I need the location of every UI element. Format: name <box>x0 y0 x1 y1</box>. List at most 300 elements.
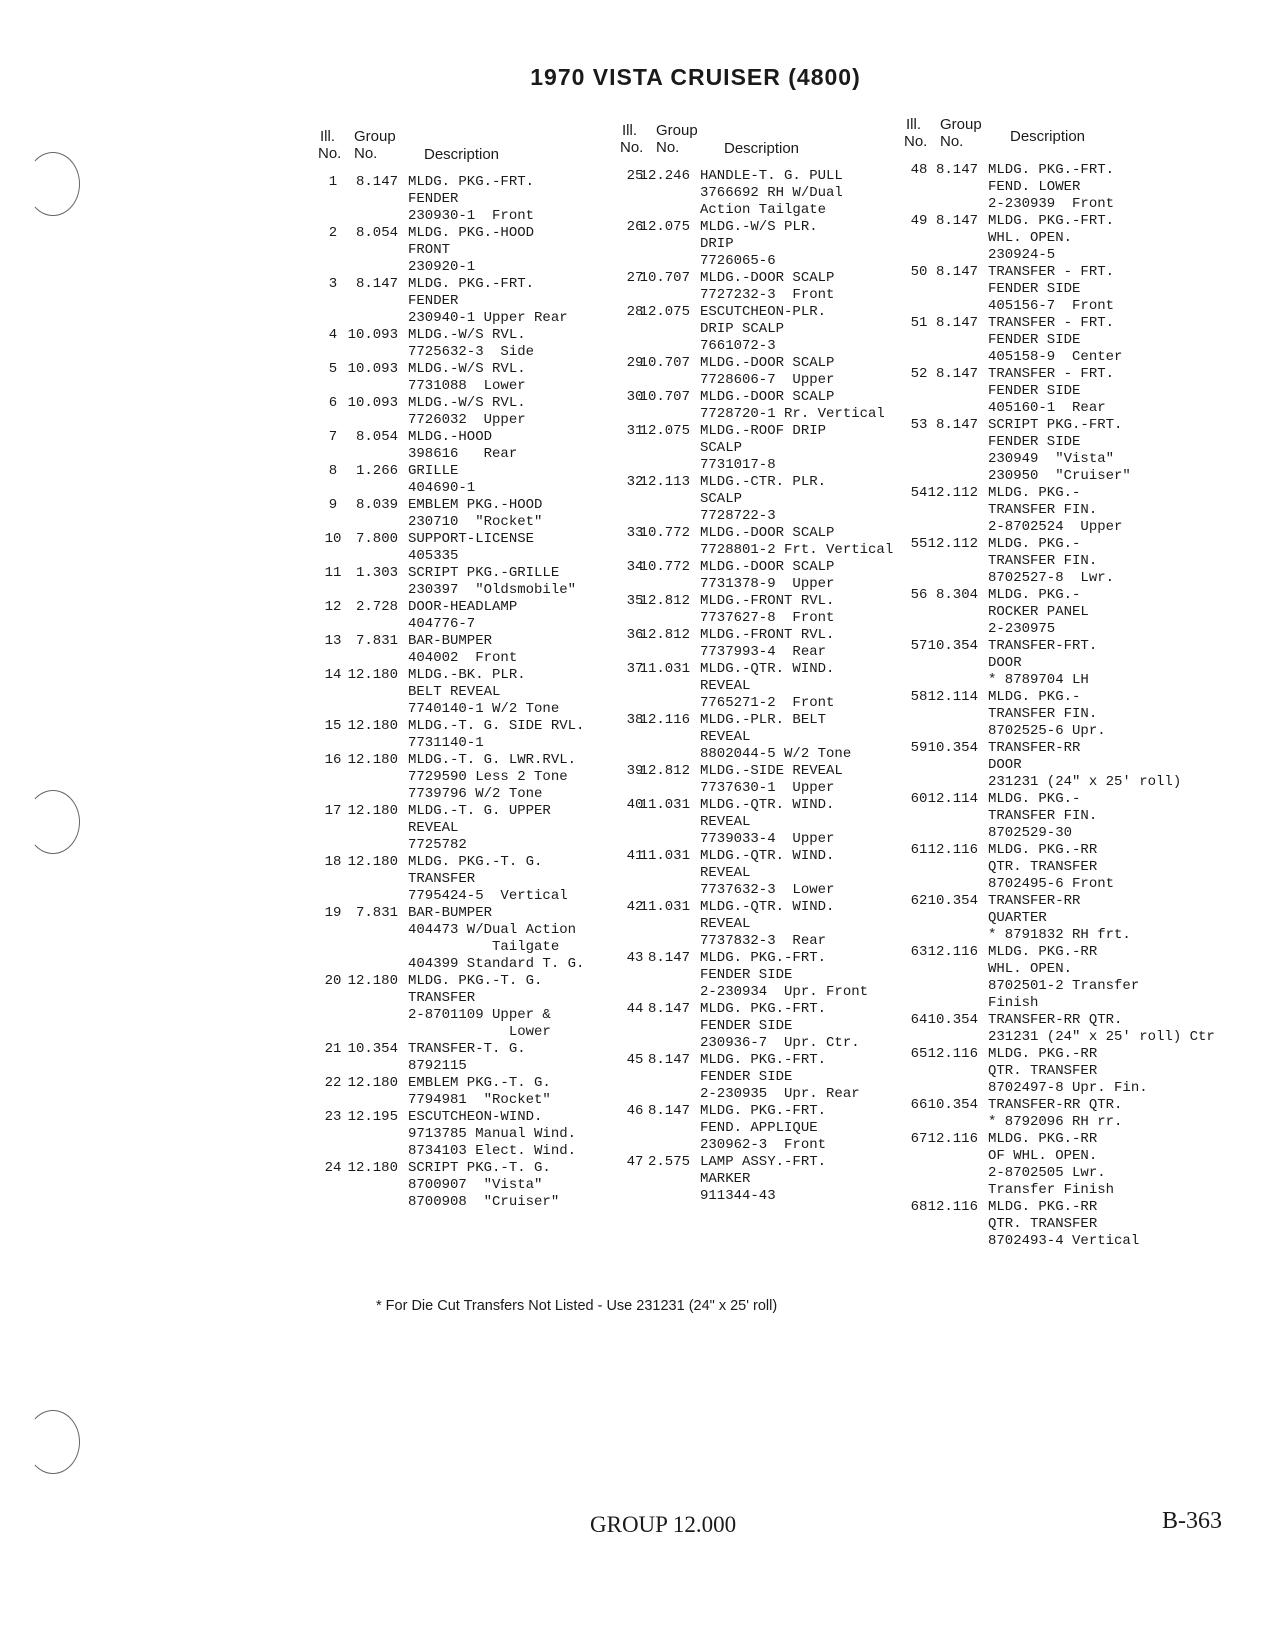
illustration-number: 27 <box>626 270 644 286</box>
page-title: 1970 VISTA CRUISER (4800) <box>530 64 861 90</box>
column-header <box>620 118 920 168</box>
part-description: MLDG.-T. G. UPPER REVEAL 7725782 <box>408 803 551 853</box>
part-description: MLDG. PKG.-RR QTR. TRANSFER 8702495-6 Front <box>988 842 1115 892</box>
illustration-number: 24 <box>324 1160 342 1176</box>
part-entry <box>318 599 618 633</box>
part-entry <box>318 1041 618 1075</box>
part-description: MLDG.-QTR. WIND. REVEAL 7739033-4 Upper <box>700 797 835 847</box>
group-number: 7.831 <box>355 905 398 921</box>
part-description: SCRIPT PKG.-FRT. FENDER SIDE 230949 "Vista" 230950 "Cruiser" <box>988 417 1131 484</box>
group-number: 8.147 <box>647 1001 690 1017</box>
group-number: 8.147 <box>935 417 978 433</box>
group-number: 12.116 <box>927 1199 978 1215</box>
part-entry <box>620 848 920 899</box>
illustration-number: 4 <box>328 327 338 343</box>
parts-column-3 <box>904 112 1234 1250</box>
part-entry <box>620 950 920 1001</box>
illustration-number: 56 <box>910 587 928 603</box>
illustration-number: 44 <box>626 1001 644 1017</box>
part-description: MLDG.-QTR. WIND. REVEAL 7737832-3 Rear <box>700 899 835 949</box>
part-description: MLDG.-PLR. BELT REVEAL 8802044-5 W/2 Tone <box>700 712 852 762</box>
part-description: MLDG.-DOOR SCALP 7728606-7 Upper <box>700 355 835 388</box>
group-number: 12.180 <box>347 854 398 870</box>
header-ill: Ill. <box>906 116 921 133</box>
header-ill-no: No. <box>620 139 644 156</box>
part-description: MLDG. PKG.-FRT. FENDER SIDE 230936-7 Upr. Ctr. <box>700 1001 860 1051</box>
part-description: MLDG. PKG.-RR OF WHL. OPEN. 2-8702505 Lwr. Transfer Finish <box>988 1131 1115 1198</box>
group-number: 1.266 <box>355 463 398 479</box>
part-entry <box>904 1012 1234 1046</box>
part-description: MLDG.-W/S RVL. 7725632-3 Side <box>408 327 535 360</box>
header-ill-no: No. <box>318 145 342 162</box>
part-description: MLDG.-FRONT RVL. 7737627-8 Front <box>700 593 835 626</box>
part-description: MLDG. PKG.-RR QTR. TRANSFER 8702497-8 Upr. Fin. <box>988 1046 1148 1096</box>
header-group: Group <box>940 116 982 133</box>
part-entry <box>620 474 920 525</box>
illustration-number: 52 <box>910 366 928 382</box>
group-number: 11.031 <box>639 797 690 813</box>
group-number: 10.093 <box>347 327 398 343</box>
group-number: 10.707 <box>639 389 690 405</box>
part-description: MLDG. PKG.-RR WHL. OPEN. 8702501-2 Transfer Finish <box>988 944 1140 1011</box>
part-description: MLDG. PKG.-FRT. FENDER SIDE 2-230934 Upr. Front <box>700 950 869 1000</box>
header-group-no: No. <box>940 133 964 150</box>
part-description: MLDG. PKG.-HOOD FRONT 230920-1 <box>408 225 535 275</box>
group-number: 8.147 <box>935 162 978 178</box>
part-entry <box>904 536 1234 587</box>
group-number: 10.707 <box>639 355 690 371</box>
illustration-number: 67 <box>910 1131 928 1147</box>
part-entry <box>904 842 1234 893</box>
part-entry <box>904 315 1234 366</box>
part-entry <box>620 219 920 270</box>
header-group-no: No. <box>354 145 378 162</box>
footnote: * For Die Cut Transfers Not Listed - Use 231231 (24" x 25' roll) <box>376 1298 778 1314</box>
part-entry <box>904 213 1234 264</box>
illustration-number: 8 <box>328 463 338 479</box>
group-number: 8.039 <box>355 497 398 513</box>
part-entry <box>318 463 618 497</box>
parts-column-1 <box>318 124 618 1211</box>
part-entry <box>318 854 618 905</box>
group-number: 12.180 <box>347 803 398 819</box>
group-number: 12.195 <box>347 1109 398 1125</box>
illustration-number: 35 <box>626 593 644 609</box>
part-description: MLDG.-T. G. LWR.RVL. 7729590 Less 2 Tone 7739796 W/2 Tone <box>408 752 577 802</box>
part-entry <box>620 355 920 389</box>
illustration-number: 57 <box>910 638 928 654</box>
illustration-number: 1 <box>328 174 338 190</box>
group-number: 8.147 <box>935 213 978 229</box>
part-entry <box>318 718 618 752</box>
part-description: TRANSFER - FRT. FENDER SIDE 405160-1 Rear <box>988 366 1115 416</box>
illustration-number: 34 <box>626 559 644 575</box>
column-header <box>904 112 1234 162</box>
illustration-number: 48 <box>910 162 928 178</box>
page-number: B-363 <box>1162 1508 1222 1534</box>
part-entry <box>318 361 618 395</box>
header-group-no: No. <box>656 139 680 156</box>
group-number: 7.831 <box>355 633 398 649</box>
part-entry <box>904 944 1234 1012</box>
group-number: 12.180 <box>347 973 398 989</box>
illustration-number: 2 <box>328 225 338 241</box>
header-description: Description <box>1010 128 1086 145</box>
group-number: 8.147 <box>935 366 978 382</box>
part-entry <box>620 1052 920 1103</box>
part-description: MLDG.-FRONT RVL. 7737993-4 Rear <box>700 627 835 660</box>
part-entry <box>318 1075 618 1109</box>
part-entry <box>904 740 1234 791</box>
part-entry <box>620 389 920 423</box>
illustration-number: 3 <box>328 276 338 292</box>
illustration-number: 28 <box>626 304 644 320</box>
part-description: MLDG. PKG.- TRANSFER FIN. 8702529-30 <box>988 791 1098 841</box>
illustration-number: 30 <box>626 389 644 405</box>
group-number: 12.114 <box>927 689 978 705</box>
part-description: MLDG. PKG.-FRT. FEND. LOWER 2-230939 Front <box>988 162 1115 212</box>
illustration-number: 59 <box>910 740 928 756</box>
part-description: MLDG. PKG.-FRT. WHL. OPEN. 230924-5 <box>988 213 1115 263</box>
part-entry <box>318 531 618 565</box>
illustration-number: 64 <box>910 1012 928 1028</box>
group-number: 12.114 <box>927 791 978 807</box>
illustration-number: 61 <box>910 842 928 858</box>
part-entry <box>904 791 1234 842</box>
group-number: 8.054 <box>355 225 398 241</box>
header-description: Description <box>424 146 500 163</box>
illustration-number: 58 <box>910 689 928 705</box>
part-entry <box>904 1097 1234 1131</box>
illustration-number: 41 <box>626 848 644 864</box>
part-entry <box>620 1154 920 1205</box>
binder-hole-top <box>26 152 80 216</box>
illustration-number: 53 <box>910 417 928 433</box>
illustration-number: 40 <box>626 797 644 813</box>
part-description: TRANSFER-FRT. DOOR * 8789704 LH <box>988 638 1098 688</box>
part-description: MLDG.-DOOR SCALP 7727232-3 Front <box>700 270 835 303</box>
illustration-number: 20 <box>324 973 342 989</box>
illustration-number: 43 <box>626 950 644 966</box>
part-description: MLDG. PKG.- ROCKER PANEL 2-230975 <box>988 587 1089 637</box>
group-number: 11.031 <box>639 899 690 915</box>
part-entry <box>318 174 618 225</box>
illustration-number: 13 <box>324 633 342 649</box>
part-description: MLDG.-SIDE REVEAL 7737630-1 Upper <box>700 763 843 796</box>
illustration-number: 14 <box>324 667 342 683</box>
part-description: TRANSFER-RR QTR. * 8792096 RH rr. <box>988 1097 1123 1130</box>
part-description: MLDG.-HOOD 398616 Rear <box>408 429 518 462</box>
part-description: MLDG.-CTR. PLR. SCALP 7728722-3 <box>700 474 827 524</box>
group-number: 1.303 <box>355 565 398 581</box>
part-entry <box>620 423 920 474</box>
group-number: 10.354 <box>927 1012 978 1028</box>
group-number: 12.180 <box>347 1075 398 1091</box>
part-description: MLDG. PKG.-RR QTR. TRANSFER 8702493-4 Vertical <box>988 1199 1140 1249</box>
header-description: Description <box>724 140 800 157</box>
group-number: 10.707 <box>639 270 690 286</box>
illustration-number: 46 <box>626 1103 644 1119</box>
part-entry <box>318 565 618 599</box>
illustration-number: 12 <box>324 599 342 615</box>
part-description: TRANSFER - FRT. FENDER SIDE 405156-7 Front <box>988 264 1115 314</box>
group-number: 10.093 <box>347 395 398 411</box>
group-number: 12.075 <box>639 423 690 439</box>
group-number: 12.116 <box>927 842 978 858</box>
illustration-number: 15 <box>324 718 342 734</box>
part-description: MLDG.-W/S RVL. 7731088 Lower <box>408 361 526 394</box>
group-number: 12.112 <box>927 536 978 552</box>
part-entry <box>904 264 1234 315</box>
part-description: TRANSFER-T. G. 8792115 <box>408 1041 526 1074</box>
group-number: 12.112 <box>927 485 978 501</box>
group-number: 8.147 <box>355 276 398 292</box>
group-number: 10.772 <box>639 559 690 575</box>
part-entry <box>318 276 618 327</box>
part-entry <box>620 559 920 593</box>
group-number: 12.246 <box>639 168 690 184</box>
group-number: 2.575 <box>647 1154 690 1170</box>
header-ill: Ill. <box>622 122 637 139</box>
illustration-number: 7 <box>328 429 338 445</box>
part-entry <box>318 905 618 973</box>
part-description: MLDG.-W/S RVL. 7726032 Upper <box>408 395 526 428</box>
part-entry <box>318 429 618 463</box>
group-number: 12.812 <box>639 593 690 609</box>
part-description: SUPPORT-LICENSE 405335 <box>408 531 535 564</box>
illustration-number: 22 <box>324 1075 342 1091</box>
part-description: MLDG.-DOOR SCALP 7728720-1 Rr. Vertical <box>700 389 885 422</box>
illustration-number: 65 <box>910 1046 928 1062</box>
illustration-number: 55 <box>910 536 928 552</box>
group-number: 10.354 <box>347 1041 398 1057</box>
part-entry <box>620 304 920 355</box>
group-number: 8.147 <box>647 1052 690 1068</box>
part-description: MLDG. PKG.-FRT. FEND. APPLIQUE 230962-3 Front <box>700 1103 827 1153</box>
part-entry <box>904 1046 1234 1097</box>
group-number: 12.116 <box>927 1131 978 1147</box>
part-entry <box>318 803 618 854</box>
group-number: 2.728 <box>355 599 398 615</box>
group-number: 8.054 <box>355 429 398 445</box>
part-entry <box>904 417 1234 485</box>
part-entry <box>620 1001 920 1052</box>
part-description: TRANSFER - FRT. FENDER SIDE 405158-9 Center <box>988 315 1123 365</box>
part-entry <box>318 225 618 276</box>
illustration-number: 62 <box>910 893 928 909</box>
illustration-number: 5 <box>328 361 338 377</box>
illustration-number: 37 <box>626 661 644 677</box>
group-number: 12.075 <box>639 219 690 235</box>
illustration-number: 63 <box>910 944 928 960</box>
part-entry <box>620 525 920 559</box>
illustration-number: 66 <box>910 1097 928 1113</box>
illustration-number: 47 <box>626 1154 644 1170</box>
illustration-number: 26 <box>626 219 644 235</box>
part-entry <box>904 893 1234 944</box>
header-group: Group <box>354 128 396 145</box>
part-description: EMBLEM PKG.-T. G. 7794981 "Rocket" <box>408 1075 551 1108</box>
group-number: 12.812 <box>639 763 690 779</box>
part-entry <box>904 638 1234 689</box>
illustration-number: 42 <box>626 899 644 915</box>
part-entry <box>620 1103 920 1154</box>
part-description: BAR-BUMPER 404473 W/Dual Action Tailgate 404399 Standard T. G. <box>408 905 585 972</box>
part-description: ESCUTCHEON-WIND. 9713785 Manual Wind. 8734103 Elect. Wind. <box>408 1109 577 1159</box>
part-description: GRILLE 404690-1 <box>408 463 476 496</box>
group-label: GROUP 12.000 <box>590 1512 737 1537</box>
illustration-number: 50 <box>910 264 928 280</box>
part-description: TRANSFER-RR DOOR 231231 (24" x 25' roll) <box>988 740 1182 790</box>
part-description: MLDG. PKG.-FRT. FENDER 230940-1 Upper Rear <box>408 276 568 326</box>
part-entry <box>620 270 920 304</box>
group-number: 12.180 <box>347 718 398 734</box>
illustration-number: 32 <box>626 474 644 490</box>
part-description: MLDG.-BK. PLR. BELT REVEAL 7740140-1 W/2 Tone <box>408 667 560 717</box>
group-number: 8.304 <box>935 587 978 603</box>
illustration-number: 23 <box>324 1109 342 1125</box>
part-description: SCRIPT PKG.-T. G. 8700907 "Vista" 8700908 "Cruiser" <box>408 1160 560 1210</box>
group-number: 10.354 <box>927 1097 978 1113</box>
part-entry <box>318 752 618 803</box>
illustration-number: 6 <box>328 395 338 411</box>
part-description: MLDG. PKG.- TRANSFER FIN. 8702525-6 Upr. <box>988 689 1106 739</box>
group-number: 10.354 <box>927 893 978 909</box>
illustration-number: 17 <box>324 803 342 819</box>
illustration-number: 39 <box>626 763 644 779</box>
part-entry <box>904 1199 1234 1250</box>
illustration-number: 11 <box>324 565 342 581</box>
part-entry <box>620 168 920 219</box>
part-entry <box>318 973 618 1041</box>
part-entry <box>318 395 618 429</box>
illustration-number: 54 <box>910 485 928 501</box>
group-number: 8.147 <box>647 950 690 966</box>
part-entry <box>318 633 618 667</box>
group-number: 11.031 <box>639 661 690 677</box>
group-number: 12.075 <box>639 304 690 320</box>
group-number: 10.354 <box>927 740 978 756</box>
part-description: MLDG.-QTR. WIND. REVEAL 7765271-2 Front <box>700 661 835 711</box>
group-number: 12.812 <box>639 627 690 643</box>
illustration-number: 51 <box>910 315 928 331</box>
illustration-number: 19 <box>324 905 342 921</box>
part-description: SCRIPT PKG.-GRILLE 230397 "Oldsmobile" <box>408 565 577 598</box>
illustration-number: 49 <box>910 213 928 229</box>
group-number: 8.147 <box>355 174 398 190</box>
part-description: BAR-BUMPER 404002 Front <box>408 633 518 666</box>
illustration-number: 38 <box>626 712 644 728</box>
part-entry <box>620 661 920 712</box>
binder-hole-bottom <box>26 1410 80 1474</box>
group-number: 10.772 <box>639 525 690 541</box>
illustration-number: 33 <box>626 525 644 541</box>
part-description: LAMP ASSY.-FRT. MARKER 911344-43 <box>700 1154 827 1204</box>
part-entry <box>318 1109 618 1160</box>
group-number: 12.116 <box>927 944 978 960</box>
part-description: MLDG. PKG.-FRT. FENDER 230930-1 Front <box>408 174 535 224</box>
part-entry <box>318 327 618 361</box>
group-number: 12.180 <box>347 667 398 683</box>
illustration-number: 45 <box>626 1052 644 1068</box>
part-description: MLDG. PKG.-T. G. TRANSFER 2-8701109 Upper & Lower <box>408 973 551 1040</box>
part-entry <box>620 763 920 797</box>
group-number: 12.180 <box>347 752 398 768</box>
illustration-number: 60 <box>910 791 928 807</box>
part-entry <box>318 497 618 531</box>
part-entry <box>904 1131 1234 1199</box>
part-entry <box>620 899 920 950</box>
group-number: 8.147 <box>647 1103 690 1119</box>
part-description: DOOR-HEADLAMP 404776-7 <box>408 599 518 632</box>
part-description: MLDG. PKG.-FRT. FENDER SIDE 2-230935 Upr. Rear <box>700 1052 860 1102</box>
part-description: MLDG.-DOOR SCALP 7731378-9 Upper <box>700 559 835 592</box>
illustration-number: 21 <box>324 1041 342 1057</box>
part-entry <box>620 627 920 661</box>
group-number: 8.147 <box>935 264 978 280</box>
binder-hole-middle <box>26 790 80 854</box>
group-number: 10.354 <box>927 638 978 654</box>
group-number: 12.113 <box>639 474 690 490</box>
part-entry <box>318 1160 618 1211</box>
header-ill-no: No. <box>904 133 928 150</box>
part-description: HANDLE-T. G. PULL 3766692 RH W/Dual Action Tailgate <box>700 168 843 218</box>
illustration-number: 25 <box>626 168 644 184</box>
header-ill: Ill. <box>320 128 335 145</box>
part-description: TRANSFER-RR QUARTER * 8791832 RH frt. <box>988 893 1131 943</box>
illustration-number: 16 <box>324 752 342 768</box>
part-entry <box>318 667 618 718</box>
part-description: TRANSFER-RR QTR. 231231 (24" x 25' roll) Ctr <box>988 1012 1215 1045</box>
part-entry <box>620 712 920 763</box>
part-description: MLDG.-DOOR SCALP 7728801-2 Frt. Vertical <box>700 525 894 558</box>
part-entry <box>904 587 1234 638</box>
group-number: 8.147 <box>935 315 978 331</box>
illustration-number: 9 <box>328 497 338 513</box>
illustration-number: 31 <box>626 423 644 439</box>
part-description: MLDG.-ROOF DRIP SCALP 7731017-8 <box>700 423 827 473</box>
part-entry <box>620 797 920 848</box>
illustration-number: 18 <box>324 854 342 870</box>
part-entry <box>904 366 1234 417</box>
group-number: 12.116 <box>927 1046 978 1062</box>
group-number: 12.116 <box>639 712 690 728</box>
part-entry <box>620 593 920 627</box>
part-entry <box>904 485 1234 536</box>
part-entry <box>904 162 1234 213</box>
part-description: MLDG. PKG.-T. G. TRANSFER 7795424-5 Vertical <box>408 854 568 904</box>
header-group: Group <box>656 122 698 139</box>
part-description: MLDG. PKG.- TRANSFER FIN. 2-8702524 Upper <box>988 485 1123 535</box>
illustration-number: 29 <box>626 355 644 371</box>
part-description: EMBLEM PKG.-HOOD 230710 "Rocket" <box>408 497 543 530</box>
group-number: 10.093 <box>347 361 398 377</box>
group-number: 7.800 <box>355 531 398 547</box>
part-description: MLDG.-T. G. SIDE RVL. 7731140-1 <box>408 718 585 751</box>
part-description: MLDG. PKG.- TRANSFER FIN. 8702527-8 Lwr. <box>988 536 1115 586</box>
parts-column-2 <box>620 118 920 1205</box>
part-description: ESCUTCHEON-PLR. DRIP SCALP 7661072-3 <box>700 304 827 354</box>
illustration-number: 68 <box>910 1199 928 1215</box>
group-number: 11.031 <box>639 848 690 864</box>
illustration-number: 36 <box>626 627 644 643</box>
part-entry <box>904 689 1234 740</box>
illustration-number: 10 <box>324 531 342 547</box>
part-description: MLDG.-W/S PLR. DRIP 7726065-6 <box>700 219 818 269</box>
column-header <box>318 124 618 174</box>
part-description: MLDG.-QTR. WIND. REVEAL 7737632-3 Lower <box>700 848 835 898</box>
group-number: 12.180 <box>347 1160 398 1176</box>
